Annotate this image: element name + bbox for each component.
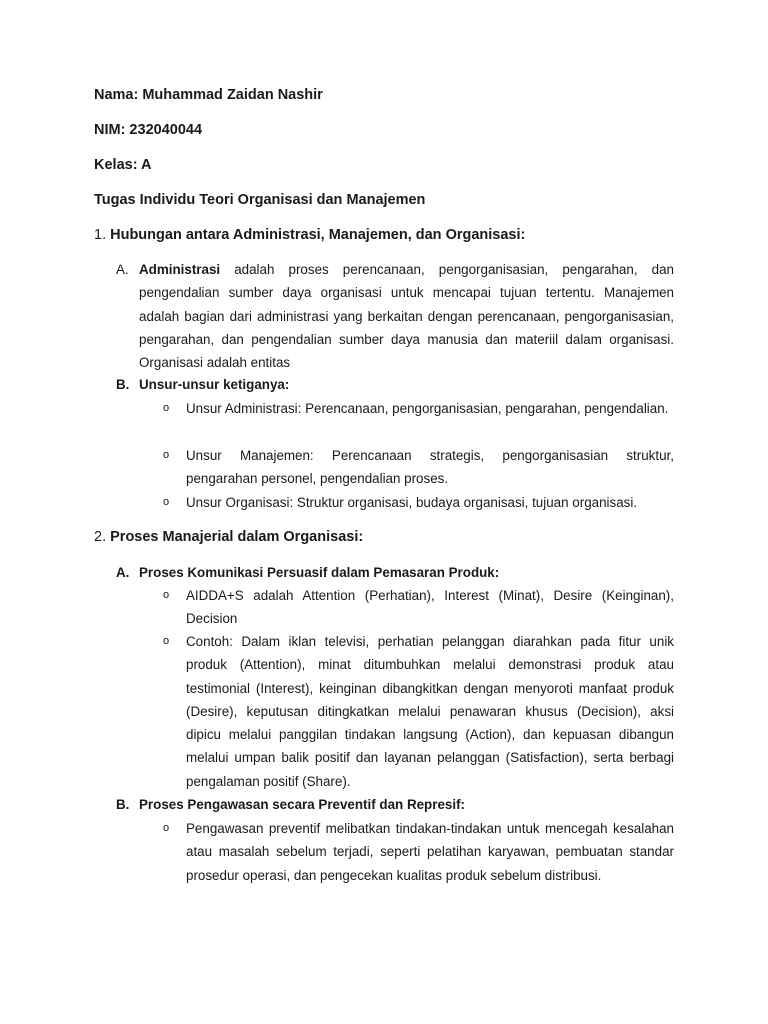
list-item <box>163 817 674 887</box>
bullet-icon: o <box>163 402 170 414</box>
bullet-icon: o <box>163 496 170 508</box>
bullet-icon: o <box>163 635 170 647</box>
section-1-number: 1. <box>94 227 107 243</box>
bullet-text: AIDDA+S adalah Attention (Perhatian), Interest (Minat), Desire (Keinginan), Decision <box>186 588 674 627</box>
student-class: Kelas: A <box>94 157 152 173</box>
section-1-title: Hubungan antara Administrasi, Manajemen, dan Organisasi: <box>110 227 526 243</box>
list-item <box>163 584 674 631</box>
bullet-text: Unsur Manajemen: Perencanaan strategis, pengorganisasian struktur, pengarahan personel, pengendalian proses. <box>186 448 674 487</box>
item-marker: B. <box>116 377 130 392</box>
assignment-title: Tugas Individu Teori Organisasi dan Manajemen <box>94 192 426 208</box>
bullet-text: Contoh: Dalam iklan televisi, perhatian pelanggan diarahkan pada fitur unik produk (Attention), minat ditumbuhkan melalui demonstrasi produk atau testimonial (Interest), keinginan dibangkitkan dengan menyoroti manfaat produk (Desire), keputusan ditingkatkan melalui penawaran khusus (Decision), aksi dipicu melalui panggilan tindakan langsung (Action), dan kepuasan dibangun melalui umpan balik positif dan layanan pelanggan (Satisfaction), serta berbagi pengalaman positif (Share). <box>186 634 674 789</box>
bullet-text: Pengawasan preventif melibatkan tindakan-tindakan untuk mencegah kesalahan atau masalah sebelum terjadi, seperti pelatihan karyawan, pembuatan standar prosedur operasi, dan pengecekan kualitas produk sebelum distribusi. <box>186 821 674 883</box>
term-administrasi: Administrasi <box>139 262 221 277</box>
section-1-item-b <box>116 373 674 396</box>
section-1-heading <box>94 227 525 243</box>
item-b-title: Unsur-unsur ketiganya: <box>139 377 290 392</box>
item-a-paragraph <box>139 258 674 374</box>
bullet-icon: o <box>163 589 170 601</box>
list-item <box>163 444 674 491</box>
bullet-text: Unsur Administrasi: Perencanaan, pengorganisasian, pengarahan, pengendalian. <box>186 401 669 416</box>
item-b-title: Proses Pengawasan secara Preventif dan Represif: <box>139 797 465 812</box>
section-2-title: Proses Manajerial dalam Organisasi: <box>110 529 364 545</box>
section-2-number: 2. <box>94 529 107 545</box>
section-2-heading <box>94 529 363 545</box>
bullet-text: Unsur Organisasi: Struktur organisasi, budaya organisasi, tujuan organisasi. <box>186 495 638 510</box>
section-2-item-a <box>116 561 674 584</box>
item-a-title: Proses Komunikasi Persuasif dalam Pemasaran Produk: <box>139 565 500 580</box>
section-2-item-b <box>116 793 674 816</box>
student-nim: NIM: 232040044 <box>94 122 203 138</box>
list-item <box>163 491 674 514</box>
bullet-icon: o <box>163 449 170 461</box>
student-name: Nama: Muhammad Zaidan Nashir <box>94 87 323 103</box>
section-1-item-a <box>116 258 674 374</box>
bullet-icon: o <box>163 822 170 834</box>
list-item <box>163 630 674 793</box>
item-marker: A. <box>116 565 130 580</box>
list-item <box>163 397 674 420</box>
item-marker: B. <box>116 797 130 812</box>
item-marker: A. <box>116 262 129 277</box>
item-a-text: adalah proses perencanaan, pengorganisasian, pengarahan, dan pengendalian sumber daya organisasi untuk mencapai tujuan tertentu. Manajemen adalah bagian dari administrasi yang berkaitan dengan perencanaan, pengorganisasian, pengarahan, dan pengendalian sumber daya manusia dan materiil dalam organisasi. Organisasi adalah entitas <box>139 262 674 371</box>
